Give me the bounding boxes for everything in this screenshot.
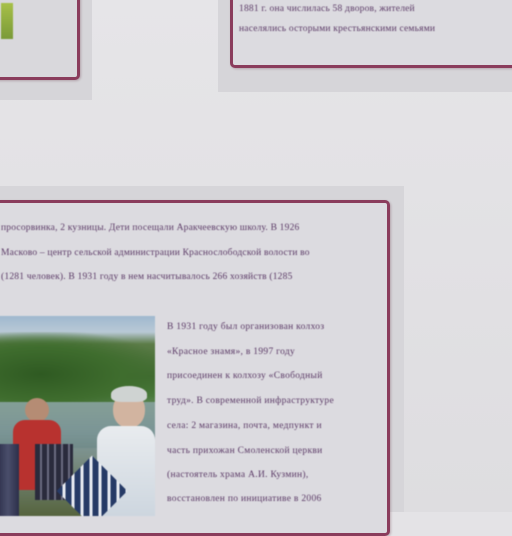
top-left-panel — [0, 0, 80, 80]
text-line: населялись осторыми крестьянскими семьями — [239, 24, 436, 34]
text-line: (настоятель храма А.И. Кузмин), — [167, 470, 309, 480]
text-line: просорвинка, 2 кузницы. Дети посещали Аракчеевскую школу. В 1926 — [1, 223, 300, 233]
text-line: села: 2 магазина, почта, медпункт и — [167, 421, 322, 431]
text-line: Масково – центр сельской администрации Краснослободской волости во — [1, 248, 310, 258]
main-panel — [0, 200, 390, 536]
text-line: присоединен к колхозу «Свободный — [167, 371, 323, 381]
person-left — [25, 398, 49, 422]
accordion-left — [0, 444, 19, 516]
text-line: часть прихожан Смоленской церкви — [167, 446, 323, 456]
person-right-hair — [111, 386, 147, 402]
text-line: «Красное знамя», в 1997 году — [167, 347, 296, 357]
text-line: восстановлен по инициативе в 2006 — [167, 494, 322, 504]
villagers-photo — [0, 316, 155, 516]
text-line: (1281 человек). В 1931 году в нем насчитывалось 266 хозяйств (1285 — [1, 272, 293, 282]
text-line: 1881 г. она числилась 58 дворов, жителей — [239, 4, 415, 14]
top-left-photo-fragment — [1, 3, 13, 39]
text-line: В 1931 году был организован колхоз — [167, 322, 325, 332]
text-line: труд». В современной инфраструктуре — [167, 396, 334, 406]
top-right-panel — [230, 0, 512, 68]
